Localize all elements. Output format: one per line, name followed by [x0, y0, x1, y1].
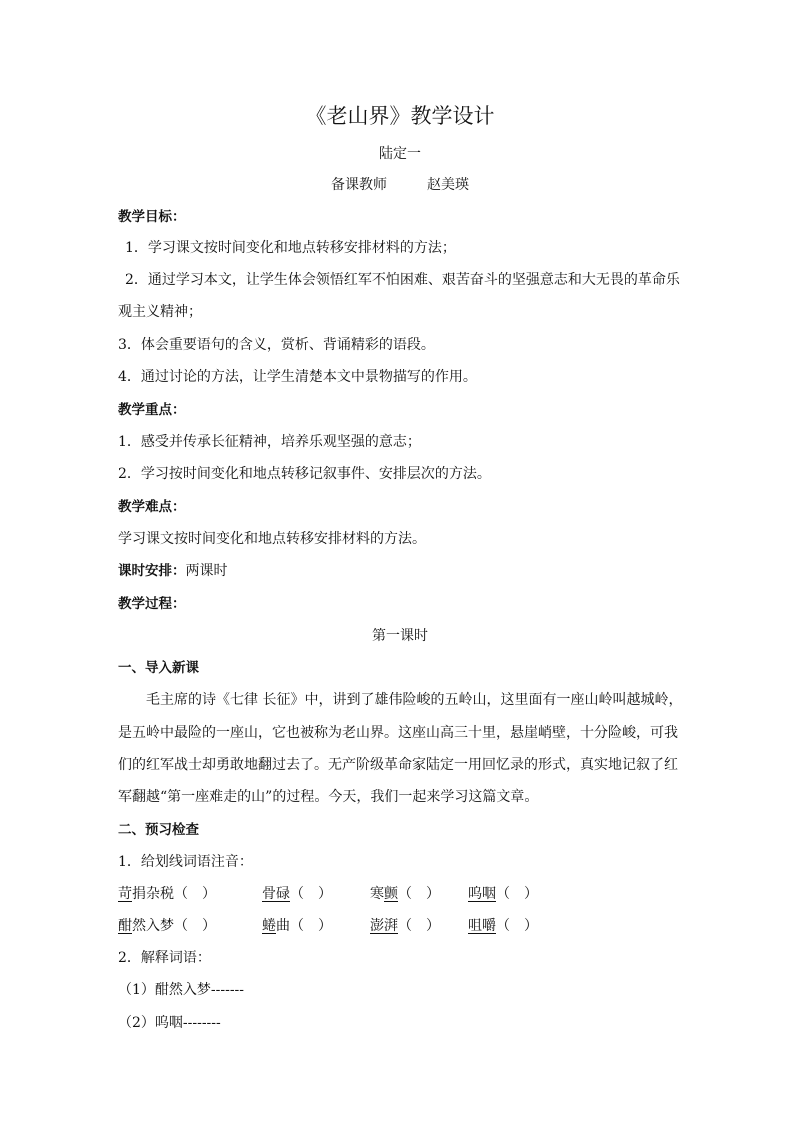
- vocab-item: 蜷曲（ ）: [262, 918, 332, 934]
- preparer-label: 备课教师: [331, 177, 387, 193]
- difficulties-heading: 教学难点：: [118, 499, 186, 515]
- definition-item: （1）酣然入梦-------: [118, 982, 245, 998]
- objective-item: 观主义精神；: [118, 304, 202, 320]
- objective-item: 1．学习课文按时间变化和地点转移安排材料的方法；: [125, 240, 456, 256]
- intro-paragraph-line: 是五岭中最险的一座山，它也被称为老山界。这座山高三十里，悬崖峭壁，十分险峻，可我: [118, 725, 678, 741]
- section1-heading: 一、导入新课: [118, 660, 199, 676]
- preparer-line: [0, 176, 800, 194]
- vocab-item: 苛捐杂税（ ）: [118, 886, 216, 902]
- section2-heading: 二、预习检查: [118, 822, 199, 838]
- author: 陆定一: [379, 146, 421, 162]
- keypoint-item: 1．感受并传承长征精神，培养乐观坚强的意志；: [118, 434, 421, 450]
- difficulty-item: 学习课文按时间变化和地点转移安排材料的方法。: [118, 531, 426, 547]
- schedule-value: 两课时: [185, 563, 228, 579]
- vocab-item: 呜咽（ ）: [468, 886, 538, 902]
- vocab-item: 咀嚼（ ）: [468, 918, 538, 934]
- document-title: 《老山界》教学设计: [305, 104, 495, 128]
- schedule-line: [118, 562, 228, 580]
- objective-item: 3．体会重要语句的含义，赏析、背诵精彩的语段。: [118, 337, 435, 353]
- lesson-title: 第一课时: [372, 628, 428, 644]
- vocab-item: 澎湃（ ）: [370, 918, 440, 934]
- objectives-heading: 教学目标：: [118, 209, 186, 225]
- intro-paragraph-line: 们的红军战士却勇敢地翻过去了。无产阶级革命家陆定一用回忆录的形式，真实地记叙了红: [118, 757, 678, 773]
- question-2: 2．解释词语：: [118, 950, 211, 966]
- schedule-heading: 课时安排：: [118, 563, 186, 579]
- vocab-item: 骨碌（ ）: [262, 886, 332, 902]
- definition-item: （2）呜咽--------: [118, 1015, 221, 1031]
- preparer-name: 赵美瑛: [427, 177, 469, 193]
- intro-paragraph-line: 毛主席的诗《七律 长征》中，讲到了雄伟险峻的五岭山，这里面有一座山岭叫越城岭，: [146, 692, 683, 708]
- question-1: 1．给划线词语注音：: [118, 854, 253, 870]
- process-heading: 教学过程：: [118, 596, 186, 612]
- keypoints-heading: 教学重点：: [118, 402, 186, 418]
- keypoint-item: 2．学习按时间变化和地点转移记叙事件、安排层次的方法。: [118, 466, 491, 482]
- intro-paragraph-line: 军翻越“第一座难走的山”的过程。今天，我们一起来学习这篇文章。: [118, 789, 539, 805]
- vocab-item: 酣然入梦（ ）: [118, 918, 216, 934]
- objective-item: 2．通过学习本文，让学生体会领悟红军不怕困难、艰苦奋斗的坚强意志和大无畏的革命乐: [125, 272, 680, 288]
- vocab-item: 寒颤（ ）: [370, 886, 440, 902]
- objective-item: 4．通过讨论的方法，让学生清楚本文中景物描写的作用。: [118, 369, 477, 385]
